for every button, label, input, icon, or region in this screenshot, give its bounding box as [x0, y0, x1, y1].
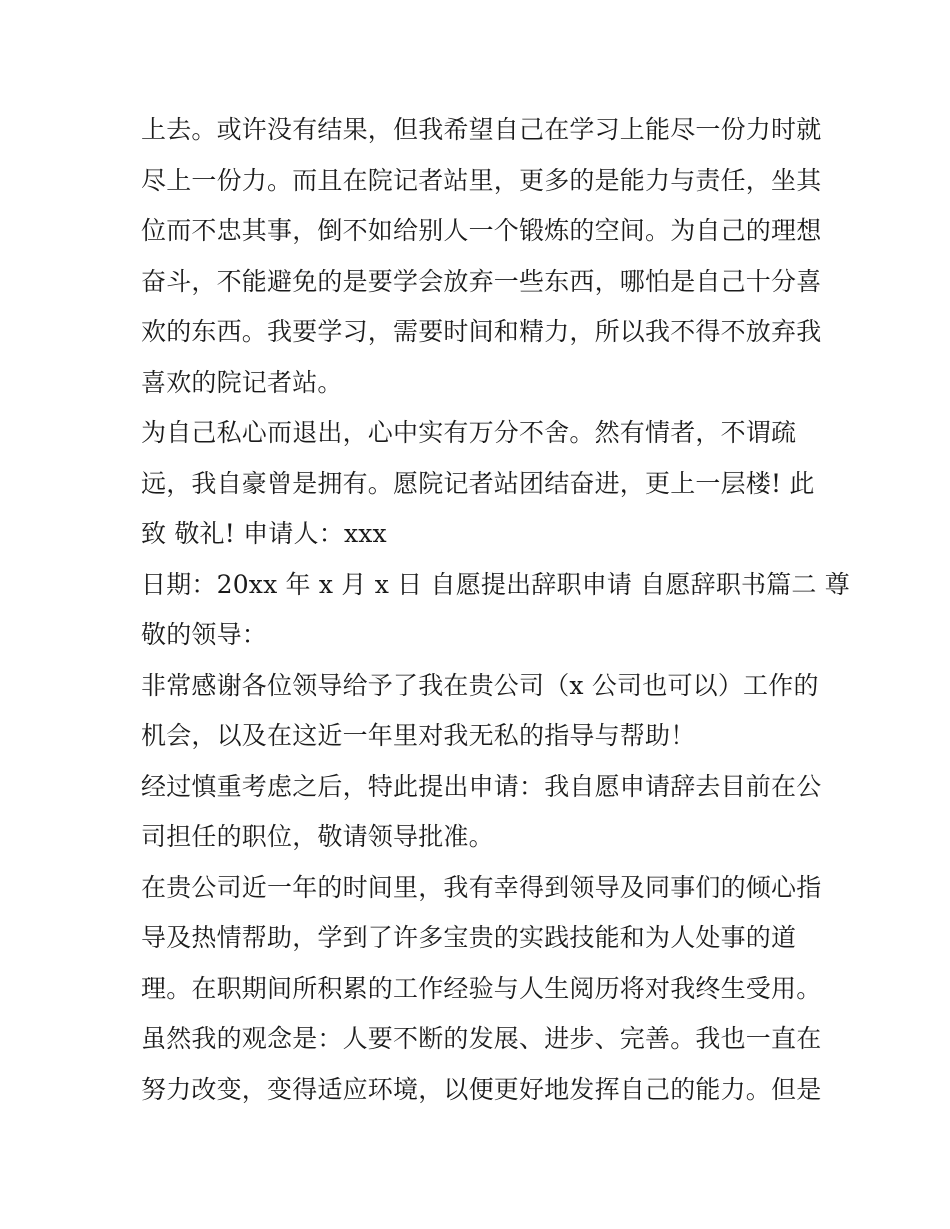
text-line: 喜欢的院记者站。: [141, 367, 343, 397]
text-line: 在贵公司近一年的时间里，我有幸得到领导及同事们的倾心指: [141, 872, 822, 902]
text-line: 理。在职期间所积累的工作经验与人生阅历将对我终生受用。: [141, 973, 822, 1003]
text-line: 非常感谢各位领导给予了我在贵公司（x 公司也可以）工作的: [141, 670, 819, 700]
text-line: 努力改变，变得适应环境，以便更好地发挥自己的能力。但是: [141, 1074, 822, 1104]
text-line: 致 敬礼! 申请人：xxx: [141, 519, 387, 548]
text-line: 虽然我的观念是：人要不断的发展、进步、完善。我也一直在: [141, 1024, 822, 1053]
text-line: 欢的东西。我要学习，需要时间和精力，所以我不得不放弃我: [141, 317, 822, 346]
text-line: 日期：20xx 年 x 月 x 日 自愿提出辞职申请 自愿辞职书篇二 尊: [141, 569, 850, 599]
text-line: 敬的领导：: [141, 620, 268, 649]
text-line: 远，我自豪曾是拥有。愿院记者站团结奋进，更上一层楼! 此: [141, 468, 815, 498]
document-body: [141, 105, 850, 1115]
text-line: 上去。或许没有结果，但我希望自己在学习上能尽一份力时就: [141, 115, 822, 144]
text-line: 导及热情帮助，学到了许多宝贵的实践技能和为人处事的道: [141, 923, 797, 952]
text-line: 经过慎重考虑之后，特此提出申请：我自愿申请辞去目前在公: [141, 771, 822, 801]
text-line: 尽上一份力。而且在院记者站里，更多的是能力与责任，坐其: [141, 165, 822, 195]
text-line: 司担任的职位，敬请领导批准。: [141, 822, 494, 851]
text-line: 位而不忠其事，倒不如给别人一个锻炼的空间。为自己的理想: [141, 216, 822, 245]
text-line: 机会，以及在这近一年里对我无私的指导与帮助！: [141, 721, 696, 750]
text-line: 为自己私心而退出，心中实有万分不舍。然有情者，不谓疏: [141, 418, 797, 447]
text-line: 奋斗，不能避免的是要学会放弃一些东西，哪怕是自己十分喜: [141, 266, 822, 296]
